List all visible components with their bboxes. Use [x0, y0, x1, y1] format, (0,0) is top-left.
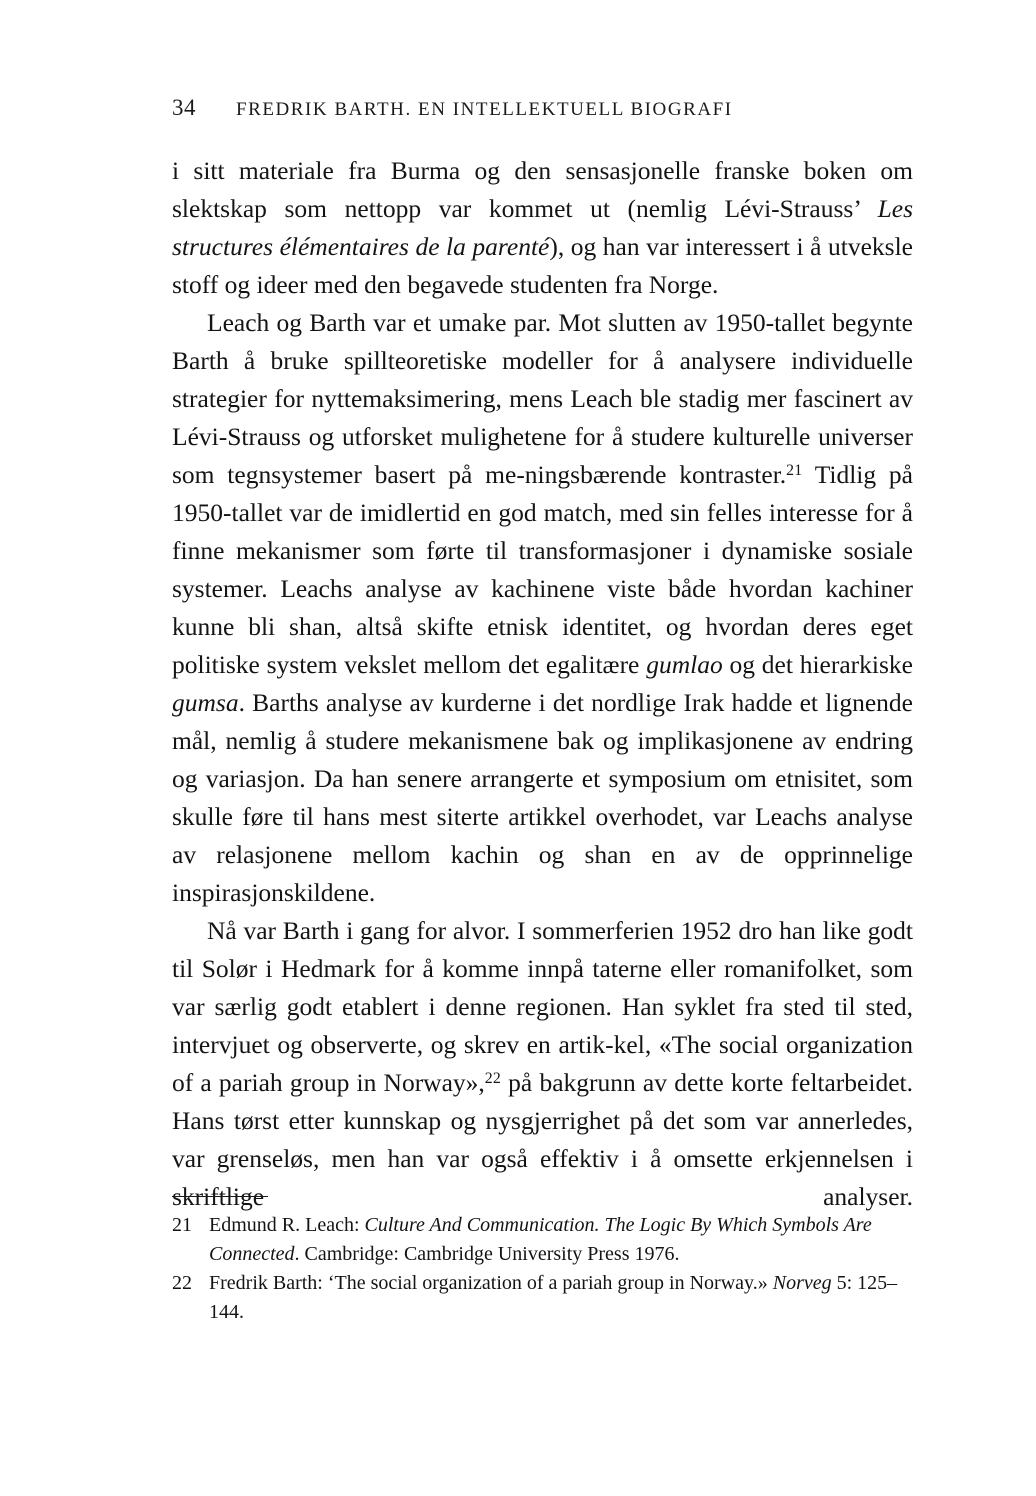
footnote-reference[interactable]: 21 [786, 461, 803, 479]
page-number: 34 [172, 95, 196, 120]
paragraph-2: Leach og Barth var et umake par. Mot slutten av 1950-tallet begynte Barth å bruke spillteoretiske modeller for å analysere individuelle strategier for nyttemaksimering, mens Leach ble stadig mer fascinert av Lévi-Strauss og utforsket mulighetene for å studere kulturelle universer som tegnsystemer basert på me-ningsbærende kontraster.$^{21}$ Tidlig på 1950-tallet var de imidlertid en god match, med sin felles interesse for å finne mekanismer som førte til transformasjoner i dynamiske sosiale systemer. Leachs analyse av kachinene viste både hvordan kachiner kunne bli shan, altså skifte etnisk identitet, og hvordan deres eget politiske system vekslet mellom det egalitære gumlao og det hierarkiske gumsa. Barths analyse av kurderne i det nordlige Irak hadde et lignende mål, nemlig å studere mekanismene bak og implikasjonene av endring og variasjon. Da han senere arrangerte et symposium om etnisitet, som skulle føre til hans mest siterte artikkel overhodet, var Leachs analyse av relasjonene mellom kachin og shan en av de opprinnelige inspirasjonskildene. [172, 308, 914, 907]
footnote-text: Edmund R. Leach: Culture And Communication. The Logic By Which Symbols Are Connected. Cambridge: Cambridge University Press 1976. [209, 1214, 872, 1265]
footnote-separator-rule [172, 1196, 268, 1197]
footnote-number: 22 [172, 1272, 192, 1294]
running-title: FREDRIK BARTH. EN INTELLEKTUELL BIOGRAFI [236, 99, 733, 120]
footnote-number: 21 [172, 1214, 192, 1236]
footnote-text: Fredrik Barth: ‘The social organization of a pariah group in Norway.» Norveg 5: 125–144. [209, 1272, 898, 1323]
body-text-column [172, 152, 913, 1216]
paragraph-3: Nå var Barth i gang for alvor. I sommerferien 1952 dro han like godt til Solør i Hedmark for å komme innpå taterne eller romanifolket, som var særlig godt etablert i denne regionen. Han syklet fra sted til sted, intervjuet og observerte, og skrev en artik-kel, «The social organization of a pariah group in Norway»,$^{22}$ på bakgrunn av dette korte feltarbeidet. Hans tørst etter kunnskap og nysgjerrighet på det som var annerledes, var grenseløs, men han var også effektiv i å omsette erkjennelsen i skriftlige analyser. [172, 916, 913, 1211]
footnote-reference[interactable]: 22 [484, 1069, 501, 1087]
footnote-21 [172, 1211, 913, 1268]
running-head [172, 96, 912, 126]
footnote-22 [172, 1269, 913, 1326]
footnote-area [172, 1196, 913, 1327]
paragraph-1: i sitt materiale fra Burma og den sensasjonelle franske boken om slektskap som nettopp var kommet ut (nemlig Lévi-Strauss’ Les structures élémentaires de la parenté), og han var interessert i å utveksle stoff og ideer med den begavede studenten fra Norge. [172, 156, 913, 299]
